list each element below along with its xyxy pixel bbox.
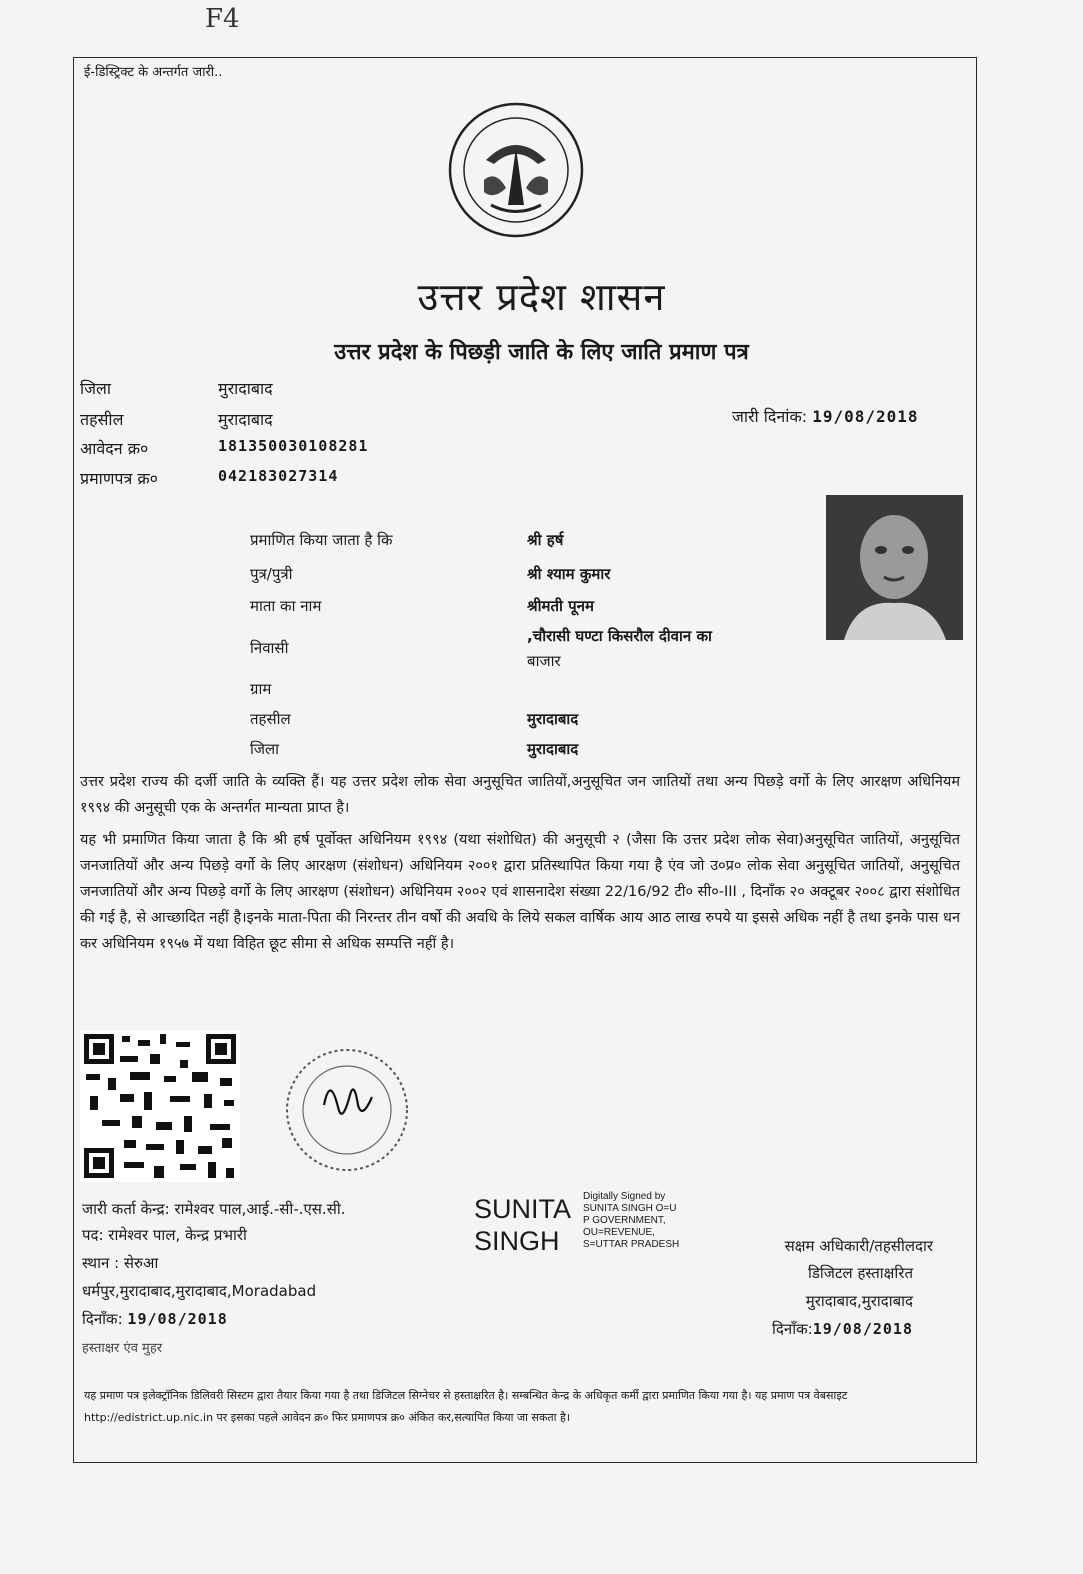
district-label: जिला (80, 379, 112, 398)
issuer-post: पद: रामेश्वर पाल, केन्द्र प्रभारी (82, 1226, 247, 1244)
field-tehsil-label: तहसील (250, 710, 291, 728)
issue-date (732, 405, 919, 427)
digital-signature-name (474, 1193, 571, 1257)
authority-date-label: दिनाँक: (772, 1320, 813, 1338)
footer-verification-note: यह प्रमाण पत्र इलेक्ट्रॉनिक डिलिवरी सिस्टम द्वारा तैयार किया गया है तथा डिजिटल सिग्नेचर से हस्ताक्षरित है। सम्बन्धित केन्द्र के अधिकृत कर्मी द्वारा प्रमाणित किया गया है। यह प्रमाण पत्र वेबसाइट http://edistrict.up.nic.in पर इसका पहले आवेदन क्र० फिर प्रमाणपत्र क्र० अंकित कर,सत्यापित किया जा सकता है। (84, 1389, 848, 1424)
up-government-emblem-icon (446, 100, 586, 240)
certification-statement: यह भी प्रमाणित किया जाता है कि श्री हर्ष पूर्वोक्त अधिनियम १९९४ (यथा संशोधित) की अनुसूची २ (जैसा कि उत्तर प्रदेश लोक सेवा)अनुसूचित जातियों, अनुसूचित जनजातियों और अन्य पिछड़े वर्गो के लिए आरक्षण (संशोधन) अधिनियम २००१ द्वारा प्रतिस्थापित किया गया है एंव जो उ०प्र० लोक सेवा अनुसूचित जातियों, अनुसूचित जनजातियों और अन्य पिछड़े वर्गो के लिए आरक्षण (संशोधन) अधिनियम २००२ एवं शासनादेश संख्या 22/16/92 टी० सी०-III , दिनाँक २० अक्टूबर २००८ द्वारा संशोधित की गई है, से आच्छादित नहीं है।इनके माता-पिता की निरन्तर तीन वर्षो की अवधि के लिये सकल वार्षिक आय आठ लाख रुपये या इससे अधिक नहीं है तथा इनके पास धन कर अधिनियम १९५७ में यथा विहित छूट सीमा से अधिक सम्पत्ति नहीं है। (80, 832, 960, 952)
district-value: मुरादाबाद (218, 379, 273, 398)
authority-title: सक्षम अधिकारी/तहसीलदार (784, 1237, 933, 1255)
issuing-center: जारी कर्ता केन्द्र: रामेश्वर पाल,आई.-सी-.एस.सी. (82, 1200, 346, 1218)
field-tehsil-value: मुरादाबाद (527, 710, 579, 728)
applicant-photo (826, 495, 963, 640)
authority-date-value: 19/08/2018 (812, 1320, 913, 1338)
issuer-address: धर्मपुर,मुरादाबाद,मुरादाबाद,Moradabad (82, 1282, 317, 1300)
application-number-value: 181350030108281 (218, 437, 369, 455)
signature-name-line2: SINGH (474, 1226, 560, 1256)
field-district-label: जिला (250, 740, 280, 758)
certified-name: श्री हर्ष (527, 531, 564, 549)
tehsil-value: मुरादाबाद (218, 410, 273, 429)
signature-name-line1: SUNITA (474, 1194, 572, 1224)
resident-value-line2: बाजार (527, 652, 561, 670)
mother-name: श्रीमती पूनम (527, 597, 594, 615)
sign-and-seal-note: हस्ताक्षर एंव मुहर (82, 1341, 163, 1356)
issuer-date (82, 1309, 228, 1329)
issue-date-label: जारी दिनांक: (732, 407, 808, 426)
official-seal-stamp (272, 1035, 422, 1185)
resident-value-line1: ,चौरासी घण्टा किसरौल दीवान का (527, 627, 712, 645)
village-label: ग्राम (250, 680, 272, 698)
issue-date-value: 19/08/2018 (812, 407, 919, 426)
mother-label: माता का नाम (250, 597, 322, 615)
certified-label: प्रमाणित किया जाता है कि (250, 531, 393, 549)
certificate-number-label: प्रमाणपत्र क्र० (80, 469, 158, 488)
resident-label: निवासी (250, 639, 289, 657)
digital-signature-detail: Digitally Signed by SUNITA SINGH O=U P GOVERNMENT, OU=REVENUE, S=UTTAR PRADESH (583, 1191, 680, 1250)
certificate-subtitle: उत्तर प्रदेश के पिछड़ी जाति के लिए जाति प्रमाण पत्र (334, 339, 749, 365)
issuer-date-label: दिनाँक: (82, 1310, 123, 1328)
header-note: ई-डिस्ट्रिक्ट के अन्तर्गत जारी.. (84, 65, 223, 80)
authority-date (772, 1319, 913, 1339)
issuer-date-value: 19/08/2018 (127, 1310, 228, 1328)
authority-signed: डिजिटल हस्ताक्षरित (808, 1264, 913, 1282)
tehsil-label: तहसील (80, 410, 124, 429)
certificate-number-value: 042183027314 (218, 467, 339, 485)
issuer-place: स्थान : सेरुआ (82, 1254, 159, 1272)
page-title: उत्तर प्रदेश शासन (417, 275, 666, 319)
authority-place: मुरादाबाद,मुरादाबाद (805, 1292, 913, 1310)
corner-handwritten-mark: F4 (205, 4, 240, 34)
parent-label: पुत्र/पुत्री (250, 565, 293, 583)
caste-statement: उत्तर प्रदेश राज्य की दर्जी जाति के व्यक्ति हैं। यह उत्तर प्रदेश लोक सेवा अनुसूचित जातियों,अनुसूचित जन जातियों तथा अन्य पिछड़े वर्गो के लिए आरक्षण अधिनियम १९९४ की अनुसूची एक के अन्तर्गत मान्यता प्राप्त है। (80, 774, 960, 816)
application-number-label: आवेदन क्र० (80, 439, 149, 458)
parent-name: श्री श्याम कुमार (527, 565, 611, 583)
qr-code-icon (80, 1030, 240, 1182)
field-district-value: मुरादाबाद (527, 740, 579, 758)
